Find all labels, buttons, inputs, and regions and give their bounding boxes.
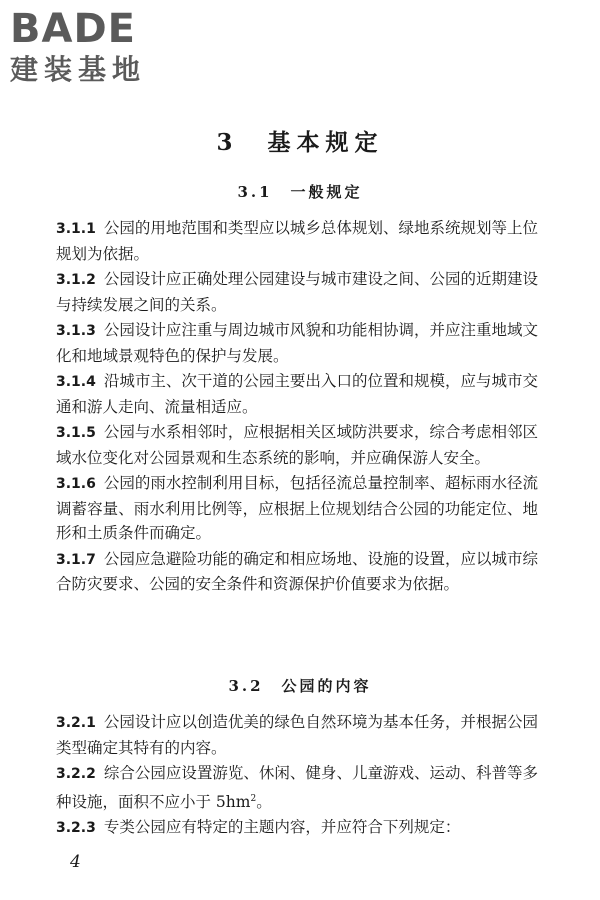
clause-number: 3.1.3	[56, 323, 96, 339]
logo-brand-text: BADE	[10, 6, 136, 52]
clause-text: 专类公园应有特定的主题内容，并应符合下列规定：	[103, 818, 461, 837]
clause	[56, 761, 538, 814]
section-3-2-body	[56, 710, 538, 842]
clause-text: 公园的用地范围和类型应以城乡总体规划、绿地系统规划等上位规划为依据。	[56, 219, 538, 263]
clause-text: 综合公园应设置游览、休闲、健身、儿童游戏、运动、科普等多种设施，面积不应小于 5hm	[56, 764, 538, 811]
clause	[56, 815, 538, 841]
clause	[56, 710, 538, 760]
clause-text: 公园与水系相邻时，应根据相关区域防洪要求，综合考虑相邻区域水位变化对公园景观和生态系统的影响，并应确保游人安全。	[56, 423, 538, 467]
page-number: 4	[70, 852, 81, 872]
section-3-1-body	[56, 216, 538, 598]
clause-text: 公园应急避险功能的确定和相应场地、设施的设置，应以城市综合防灾要求、公园的安全条件和资源保护价值要求为依据。	[56, 549, 538, 593]
clause	[56, 471, 538, 546]
clause	[56, 216, 538, 266]
clause	[56, 369, 538, 419]
section-title-3-1: 3.1 一般规定	[237, 183, 363, 201]
clause-number: 3.2.1	[56, 715, 96, 731]
section-title-3-2: 3.2 公园的内容	[228, 677, 372, 695]
clause	[56, 318, 538, 368]
logo-brand	[10, 6, 180, 52]
clause-number: 3.1.2	[56, 272, 96, 288]
clause	[56, 547, 538, 597]
clause-number: 3.1.5	[56, 425, 96, 441]
clause-text-tail: 。	[256, 792, 272, 811]
clause-text: 公园设计应注重与周边城市风貌和功能相协调，并应注重地域文化和地域景观特色的保护与发展。	[56, 321, 538, 365]
clause-number: 3.1.1	[56, 221, 96, 237]
clause-number: 3.2.2	[56, 766, 96, 782]
clause-number: 3.1.6	[56, 476, 96, 492]
clause-number: 3.2.3	[56, 820, 96, 837]
clause-text: 公园设计应以创造优美的绿色自然环境为基本任务，并根据公园类型确定其特有的内容。	[56, 713, 538, 757]
clause-text: 公园的雨水控制利用目标，包括径流总量控制率、超标雨水径流调蓄容量、雨水利用比例等，应根据上位规划结合公园的功能定位、地形和土质条件而确定。	[56, 474, 538, 542]
clause	[56, 267, 538, 317]
clause	[56, 420, 538, 470]
chapter-title: 3 基本规定	[216, 129, 384, 156]
clause-number: 3.1.7	[56, 551, 96, 568]
logo-subtitle: 建装基地	[10, 53, 147, 86]
clause-number: 3.1.4	[56, 374, 96, 390]
clause-text: 公园设计应正确处理公园建设与城市建设之间、公园的近期建设与持续发展之间的关系。	[56, 270, 538, 314]
clause-text: 沿城市主、次干道的公园主要出入口的位置和规模，应与城市交通和游人走向、流量相适应。	[56, 372, 538, 416]
bade-logo	[10, 6, 180, 88]
superscript: 2	[250, 793, 257, 804]
